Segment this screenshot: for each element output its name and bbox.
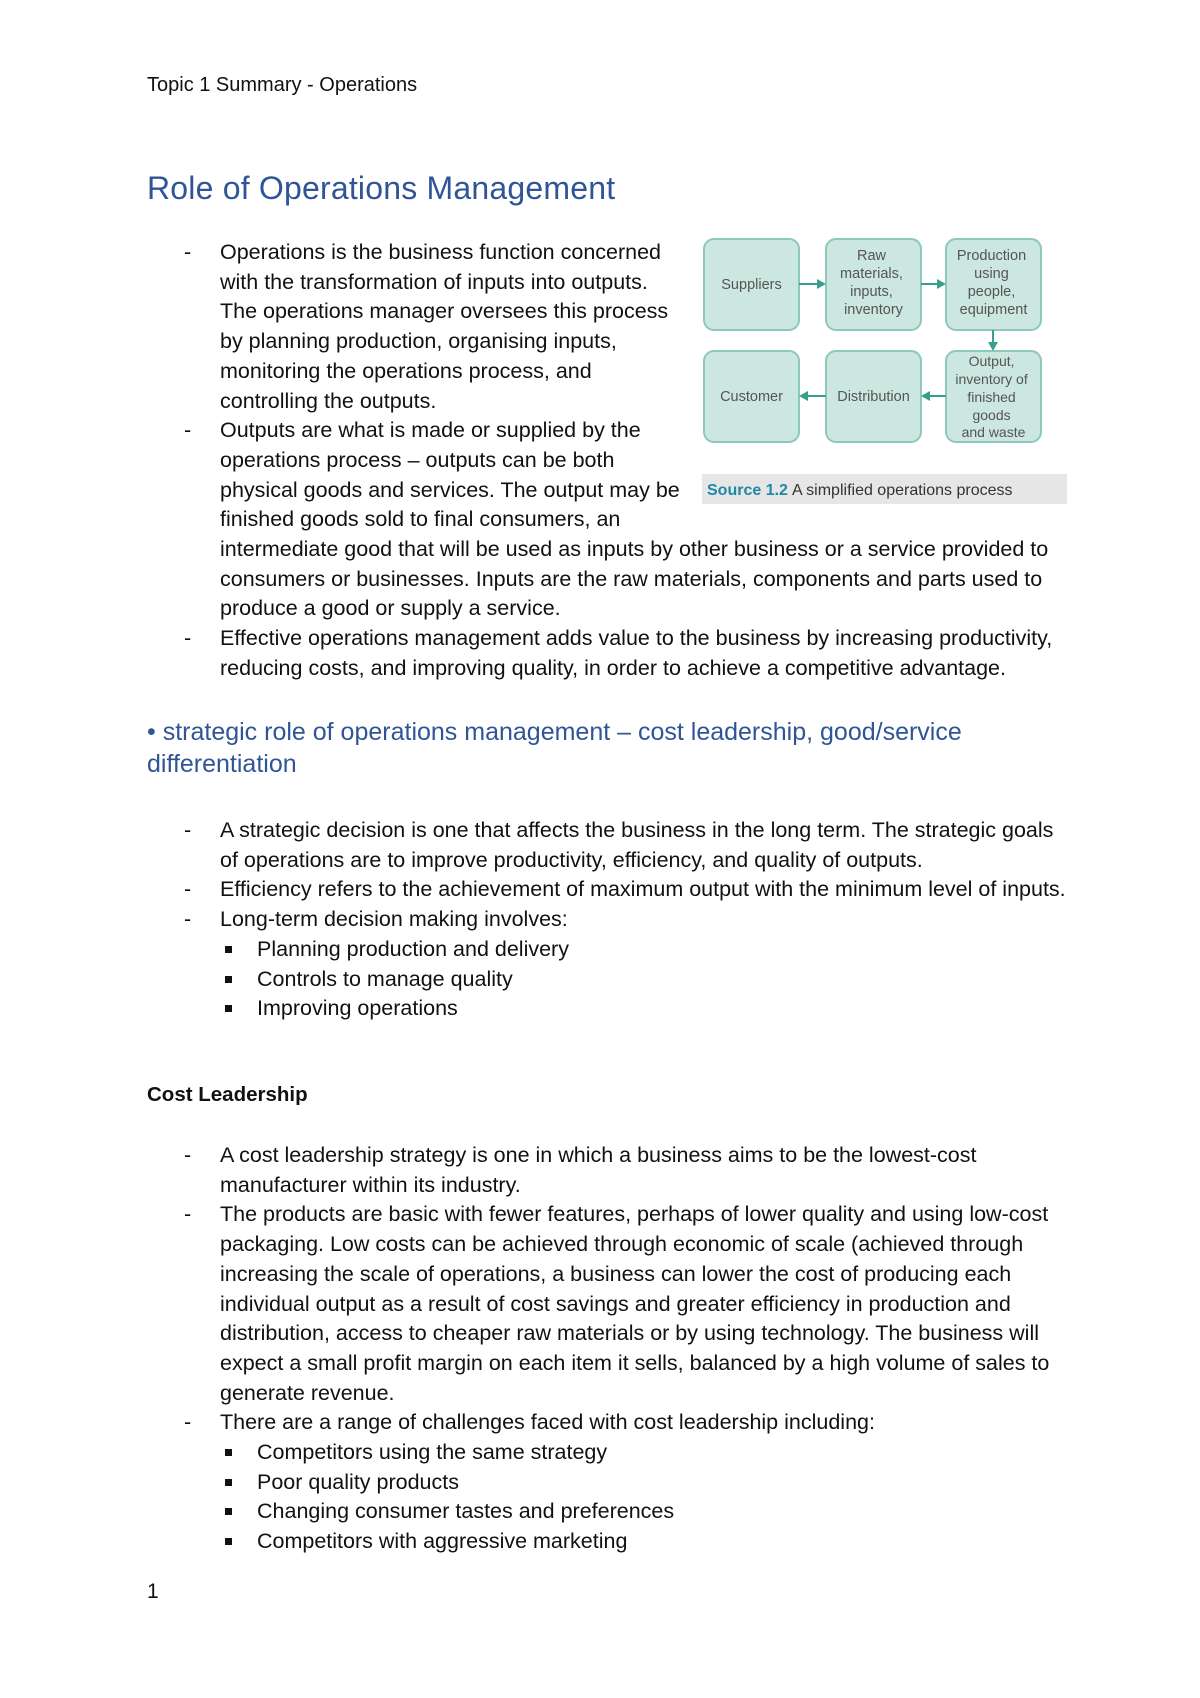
challenges-sublist (220, 1438, 1067, 1557)
sub-list-item: Changing consumer tastes and preferences (220, 1497, 1067, 1527)
customer-label: Customer (720, 389, 783, 405)
figure-caption-source: Source 1.2 (707, 482, 788, 499)
list-item (147, 905, 1067, 1024)
distribution-label: Distribution (837, 389, 910, 405)
section-role-of-operations (147, 238, 1067, 684)
page-header: Topic 1 Summary - Operations (147, 74, 418, 96)
sub-list-item: Planning production and delivery (220, 935, 1067, 965)
section-strategic-role (147, 816, 1067, 1024)
output-label: Output, inventory of finished goods and waste (955, 353, 1028, 440)
decision-sublist (220, 935, 1067, 1024)
heading-strategic-role: • strategic role of operations management – cost leadership, good/service differentiation (147, 718, 962, 778)
production-label: Production using people, equipment (956, 248, 1028, 318)
list-item-text: Long-term decision making involves: (220, 907, 568, 932)
sub-list-item: Improving operations (220, 994, 1067, 1024)
list-item: - The products are basic with fewer features, perhaps of lower quality and using low-cost packaging. Low costs can be achieved through economic of scale (achieved through increasing the scale of operations, a business can lower the cost of producing each individual output as a result of cost savings and greater efficiency in production and distribution, access to cheaper raw materials or by using technology. The business will expect a small profit margin on each item it sells, balanced by a high volume of sales to generate revenue. (147, 1200, 1067, 1408)
heading-role-of-operations: Role of Operations Management (147, 170, 616, 206)
list-item: - A strategic decision is one that affects the business in the long term. The strategic goals of operations are to improve productivity, efficiency, and quality of outputs. (147, 816, 1067, 875)
section-cost-leadership (147, 1141, 1067, 1557)
suppliers-label: Suppliers (721, 277, 782, 293)
strategic-bullet-list (147, 816, 1067, 1024)
list-item: - A cost leadership strategy is one in which a business aims to be the lowest-cost manufacturer within its industry. (147, 1141, 1067, 1200)
sub-list-item: Poor quality products (220, 1468, 1067, 1498)
figure-caption-text: A simplified operations process (791, 482, 1013, 499)
raw-materials-label: Raw materials, inputs, inventory (840, 248, 903, 318)
page-number: 1 (147, 1580, 159, 1603)
heading-cost-leadership: Cost Leadership (147, 1083, 308, 1106)
cost-leadership-bullet-list (147, 1141, 1067, 1557)
list-item: - Efficiency refers to the achievement of maximum output with the minimum level of inputs. (147, 875, 1067, 905)
sub-list-item: Competitors with aggressive marketing (220, 1527, 1067, 1557)
list-item-text: There are a range of challenges faced with cost leadership including: (220, 1410, 875, 1435)
sub-list-item: Controls to manage quality (220, 965, 1067, 995)
list-item (147, 1408, 1067, 1557)
role-bullet-list (147, 238, 1067, 684)
list-item: - Operations is the business function concerned with the transformation of inputs into outputs. The operations manager oversees this process by planning production, organising inputs, monitoring the operations process, and controlling the outputs. (147, 238, 1067, 416)
list-item: - Effective operations management adds value to the business by increasing productivity, reducing costs, and improving quality, in order to achieve a competitive advantage. (147, 624, 1067, 683)
sub-list-item: Competitors using the same strategy (220, 1438, 1067, 1468)
list-item: - Outputs are what is made or supplied by the operations process – outputs can be both physical goods and services. The output may be finished goods sold to final consumers, an intermediate good that will be used as inputs by other business or a service provided to consumers or businesses. Inputs are the raw materials, components and parts used to produce a good or supply a service. (147, 416, 1067, 624)
